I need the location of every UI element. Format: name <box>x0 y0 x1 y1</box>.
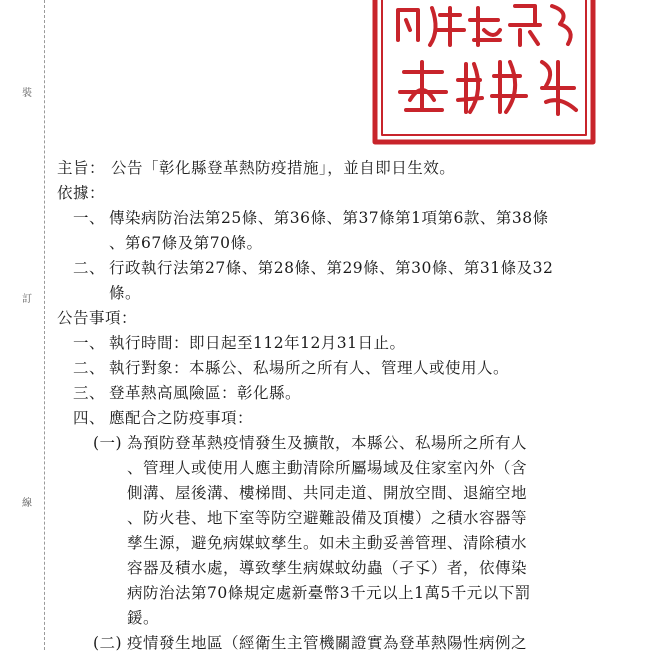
notice-item-text: 執行時間：即日起至112年12月31日止。 <box>109 334 406 352</box>
basis-label: 依據： <box>57 184 106 202</box>
sub-item-line: 為預防登革熱疫情發生及擴散，本縣公、私場所之所有人 <box>127 434 528 452</box>
notice-item-text: 執行對象：本縣公、私場所之所有人、管理人或使用人。 <box>109 359 510 377</box>
notice-item-text: 登革熱高風險區：彰化縣。 <box>109 384 302 402</box>
basis-item-line: 條。 <box>109 284 142 302</box>
notice-item-text: 應配合之防疫事項： <box>109 409 254 427</box>
subject-text: 公告「彰化縣登革熱防疫措施」，並自即日生效。 <box>111 159 456 177</box>
sub-item-line: 、防火巷、地下室等防空避難設備及頂樓）之積水容器等 <box>127 509 528 527</box>
sub-item-line: 側溝、屋後溝、樓梯間、共同走道、開放空間、退縮空地 <box>127 484 528 502</box>
sub-item-marker: (二) <box>93 634 123 652</box>
sub-item-line: 、管理人或使用人應主動清除所屬場域及住家室內外（含 <box>127 459 528 477</box>
sub-item-line: 病防治法第70條規定處新臺幣3千元以上1萬5千元以下罰 <box>127 584 531 602</box>
binding-mark-bottom: 線 <box>22 498 32 509</box>
sub-item-line: 疫情發生地區（經衛生主管機關證實為登革熱陽性病例之 <box>127 634 528 652</box>
notice-item-marker: 一、 <box>73 334 106 352</box>
basis-item-marker: 二、 <box>73 259 106 277</box>
notice-item-marker: 二、 <box>73 359 106 377</box>
sub-item-line: 孳生源，避免病媒蚊孳生。如未主動妥善管理、清除積水 <box>127 534 528 552</box>
basis-item-line: 、第67條及第70條。 <box>109 234 263 252</box>
binding-mark-middle: 訂 <box>22 294 32 305</box>
subject-label: 主旨： <box>57 159 106 177</box>
sub-item-line: 鍰。 <box>127 609 160 627</box>
basis-item-marker: 一、 <box>73 209 106 227</box>
sub-item-marker: (一) <box>93 434 123 452</box>
sub-item-line: 容器及積水處，導致孳生病媒蚊幼蟲（孑孓）者，依傳染 <box>127 559 528 577</box>
notice-item-marker: 四、 <box>73 409 106 427</box>
notice-item-marker: 三、 <box>73 384 106 402</box>
basis-item-line: 行政執行法第27條、第28條、第29條、第30條、第31條及32 <box>109 259 554 277</box>
notice-label: 公告事項： <box>57 309 138 327</box>
basis-item-line: 傳染病防治法第25條、第36條、第37條第1項第6款、第38條 <box>109 209 549 227</box>
binding-mark-top: 裝 <box>22 88 32 99</box>
